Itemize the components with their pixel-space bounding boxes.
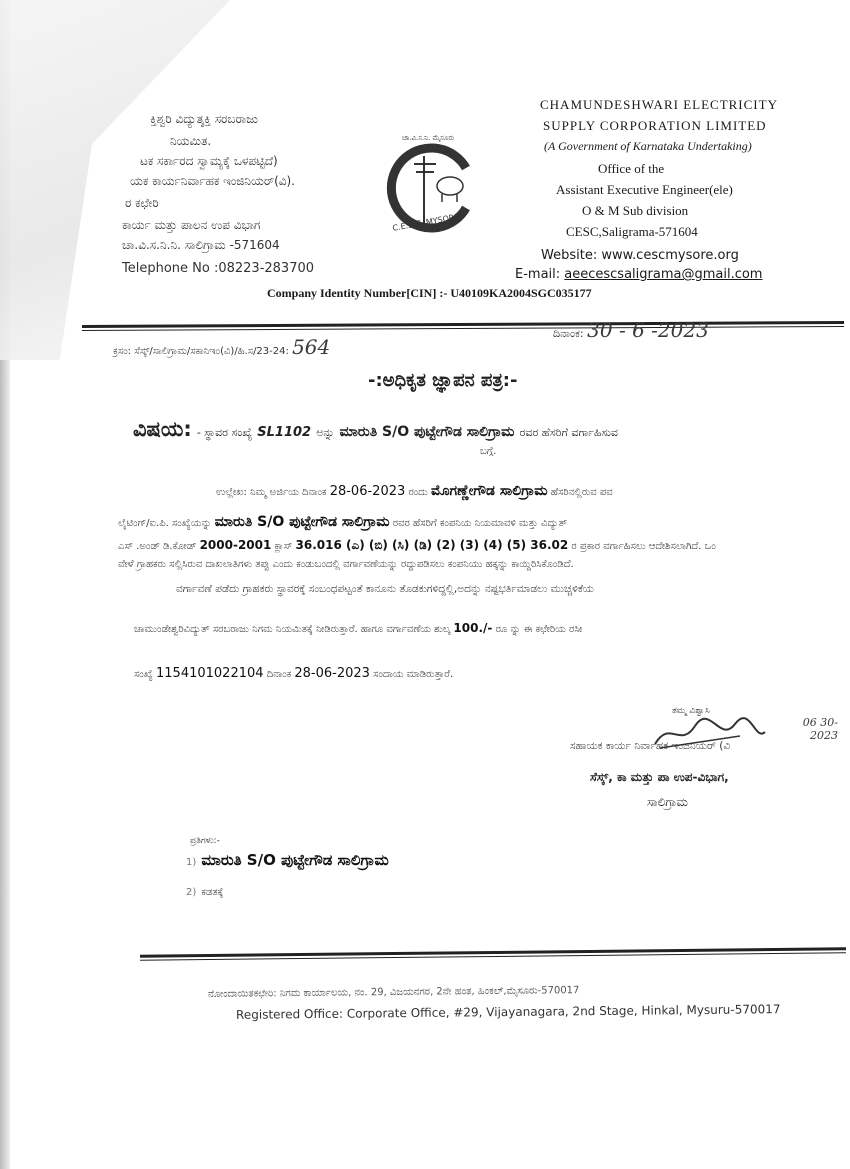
copies-item-1-num: 1) (186, 857, 197, 868)
body-para3 (118, 538, 716, 553)
date-handwritten: 30 - 6 -2023 (587, 318, 709, 342)
subject-name: ಮಾರುತಿ S/O ಪುಟ್ಟೇಗೌಡ ಸಾಲಿಗ್ರಾಮ (339, 424, 515, 440)
cesc-logo (384, 134, 484, 238)
header-en-line5: Assistant Executive Engineer(ele) (556, 182, 733, 197)
copies-item-2 (186, 880, 223, 899)
header-kn-line7: ಚಾ.ವಿ.ಸ.ನಿ.ನಿ. ಸಾಲಿಗ್ರಾಮ -571604 (122, 238, 280, 252)
subject-line2: ಬಗ್ಗೆ. (480, 446, 497, 457)
body-p3-code: 2000-2001 (199, 538, 272, 552)
body-p6-a: ಚಾಮುಂಡೇಶ್ವರಿವಿದ್ಯುತ್ ಸರಬರಾಜು ನಿಗಮ ನಿಯಮಿತಕ್ಕೆ ನೀಡಿರುತ್ತಾರೆ. ಹಾಗೂ ವರ್ಗಾವಣೆಯ ಶುಲ್ಕ (134, 624, 451, 635)
header-kn-line3: ಟಕ ಸರ್ಕಾರದ ಸ್ವಾಮ್ಯಕ್ಕೆ ಒಳಪಟ್ಟಿದೆ) (140, 154, 278, 168)
signature-place: ಸಾಲಿಗ್ರಾಮ (647, 795, 688, 809)
header-en-line4: Office of the (598, 161, 665, 176)
subject-post: ರವರ ಹೆಸರಿಗೆ ವರ್ಗಾಹಿಸುವ (519, 426, 618, 439)
body-p3-b: ಕ್ಲಾಸ್ (274, 541, 293, 552)
body-p6-fee: 100./- (453, 621, 493, 635)
subject-mid: ಅನ್ನು (316, 426, 335, 439)
header-kn-line2: ನಿಯಮಿತ. (170, 134, 212, 148)
body-p2-b: ರವರ ಹೆಸರಿಗೆ ಕಂಪನಿಯ ನಿಯಮಾವಳಿ ಮತ್ತು ವಿದ್ಯುತ್ (392, 518, 568, 529)
header-kn-line6: ಕಾರ್ಯ ಮತ್ತು ಪಾಲನ ಉಪ ವಿಭಾಗ (122, 218, 261, 232)
body-para4: ವೇಳೆ ಗ್ರಾಹಕರು ಸಲ್ಲಿಸಿರುವ ದಾಖಲಾತಿಗಳು ತಪ್ಪು ಎಂದು ಕಂಡುಬಂದಲ್ಲಿ ವರ್ಗಾವಣೆಯನ್ನು ರದ್ದುಪಡಿಸಲು ಕಂಪನಿಯು ಹಕ್ಕನ್ನು ಕಾಯ್ದಿರಿಸಿಕೊಂಡಿದೆ. (118, 559, 574, 570)
body-p7-date: 28-06-2023 (294, 666, 370, 681)
body-p1-b: ರಂದು (408, 487, 428, 498)
document-title: -:ಅಧಿಕೃತ ಜ್ಞಾಪನ ಪತ್ರ:- (368, 370, 518, 391)
body-p1-a: ಉಲ್ಲೇಖ: ನಿಮ್ಮ ಅರ್ಜಿಯ ದಿನಾಂಕ (216, 487, 327, 498)
header-kn-line5: ರ ಕಛೇರಿ (125, 196, 159, 210)
header-email (515, 267, 762, 282)
subject-pre: - ಸ್ಥಾವರ ಸಂಖ್ಯೆ (196, 426, 253, 439)
body-para1 (216, 483, 613, 499)
reference-handwritten-number: 564 (292, 335, 331, 359)
subject-sl: SL1102 (257, 425, 312, 440)
body-para5: ವರ್ಗಾವಣೆ ಪಡೆದು ಗ್ರಾಹಕರು ಸ್ಥಾವರಕ್ಕೆ ಸಂಬಂಧಪಟ್ಟಂತೆ ಕಾನೂನು ತೊಡಕುಗಳಿದ್ದಲ್ಲಿ,ಅದನ್ನು ನಷ್ಟಭರ್ತಿಮಾಡಲು ಮುಚ್ಚಳಿಕೆಯ (176, 583, 594, 595)
body-p3-c: ರ ಪ್ರಕಾರ ವರ್ಗಾಹಿಸಲು ಆದೇಶಿಸಲಾಗಿದೆ. ಒಂ (571, 541, 716, 552)
header-en-line3: (A Government of Karnataka Undertaking) (544, 139, 752, 153)
company-cin: Company Identity Number[CIN] :- U40109KA2004SGC035177 (267, 286, 592, 300)
header-kn-line4: ಯಕ ಕಾರ್ಯನಿರ್ವಾಹಕ ಇಂಜಿನಿಯರ್(ವಿ). (130, 174, 295, 188)
body-p7-receipt: 1154101022104 (156, 666, 264, 681)
header-en-line2: SUPPLY CORPORATION LIMITED (543, 118, 767, 133)
body-para6 (134, 621, 583, 635)
body-p6-b: ರೂ ನ್ನು ಈ ಕಛೇರಿಯ ರಸೀ (495, 624, 583, 635)
body-p1-name: ಮೊಗಣ್ಣೇಗೌಡ ಸಾಲಿಗ್ರಾಮ (431, 483, 548, 499)
body-p7-a: ಸಂಖ್ಯೆ (134, 669, 153, 680)
signature-prefix: ತಮ್ಮ ವಿಶ್ವಾಸಿ (672, 706, 710, 716)
date-label: ದಿನಾಂಕ: (553, 327, 584, 340)
signature-date: 06 30-2023 (802, 716, 838, 742)
header-en-line6: O & M Sub division (582, 203, 689, 218)
body-p2-a: ಲೈಟಿಂಗ್/ಐ.ಪಿ. ಸಂಖ್ಯೆಯನ್ನು (118, 518, 212, 529)
signature-title: ಸಹಾಯಕ ಕಾರ್ಯ ನಿರ್ವಾಹಕ ಇಂಜಿನಿಯರ್ (ವಿ (570, 740, 731, 752)
copies-label: ಪ್ರತಿಗಳು:- (190, 836, 220, 846)
copies-item-2-num: 2) (186, 887, 197, 898)
reference-number (113, 335, 330, 359)
body-p3-a: ಎಸ್ .ಅಂಡ್ ಡಿ.ಕೋಡ್ (118, 541, 197, 552)
header-en-line1: CHAMUNDESHWARI ELECTRICITY (540, 97, 778, 112)
email-link[interactable]: aeecescsaligrama@gmail.com (564, 267, 763, 282)
body-para7 (134, 666, 453, 681)
subject-label: ವಿಷಯ: (133, 417, 192, 441)
body-para2 (118, 514, 567, 530)
header-telephone: Telephone No :08223-283700 (122, 261, 315, 276)
body-p1-date: 28-06-2023 (329, 484, 406, 499)
copies-item-1 (186, 850, 389, 869)
header-en-line7: CESC,Saligrama-571604 (566, 224, 698, 239)
signature-org: ಸೆಸ್ಕ್, ಕಾ ಮತ್ತು ಪಾ ಉಪ-ವಿಭಾಗ, (590, 770, 729, 784)
email-label: E-mail: (515, 267, 561, 282)
header-website: Website: www.cescmysore.org (541, 248, 739, 263)
body-p7-b: ದಿನಾಂಕ (266, 669, 292, 680)
reference-prefix: ಕ್ರಸಂ: ಸೆಸ್ಕ್/ಸಾಲಿಗ್ರಾಮ/ಸಕಾನಿಇಂ(ವಿ)/ಹಿ.ಸ/23-24: (113, 346, 289, 357)
body-p3-clause: 36.016 (ಎ) (ಬಿ) (ಸಿ) (ಡಿ) (2) (3) (4) (5) 36.02 (295, 538, 569, 552)
footer-kn: ನೋಂದಾಯಿತಕಛೇರಿ: ನಿಗಮ ಕಾರ್ಯಾಲಯ, ನಂ. 29, ವಿಜಯನಗರ, 2ನೇ ಹಂತ, ಹಿಂಕಲ್,ಮೈಸೂರು-570017 (207, 985, 580, 1000)
header-kn-line1: ಕ್ತಿಶ್ವರಿ ವಿದ್ಯುತ್ಶಕ್ತಿ ಸರಬರಾಜು (150, 112, 258, 126)
logo-bottom-text: C.E.S.C. MYSORE (391, 212, 461, 233)
body-p1-c: ಹೆಸರಿನಲ್ಲಿರುವ ಪವ (550, 487, 613, 498)
body-p2-name: ಮಾರುತಿ S/O ಪುಟ್ಟೇಗೌಡ ಸಾಲಿಗ್ರಾಮ (214, 514, 390, 530)
logo-top-text: ಚಾ.ವಿ.ಸ.ನಿ. ಮೈಸೂರು (402, 134, 455, 142)
body-p7-c: ಸಂದಾಯ ಮಾಡಿರುತ್ತಾರೆ. (373, 669, 454, 680)
copies-item-2-text: ಕಡತಕ್ಕೆ (201, 887, 224, 898)
copies-item-1-text: ಮಾರುತಿ S/O ಪುಟ್ಟೇಗೌಡ ಸಾಲಿಗ್ರಾಮ (201, 851, 389, 869)
footer-en: Registered Office: Corporate Office, #29, Vijayanagara, 2nd Stage, Hinkal, Mysuru-570017 (235, 1002, 781, 1022)
reference-date (553, 318, 709, 342)
subject-line (133, 417, 618, 442)
